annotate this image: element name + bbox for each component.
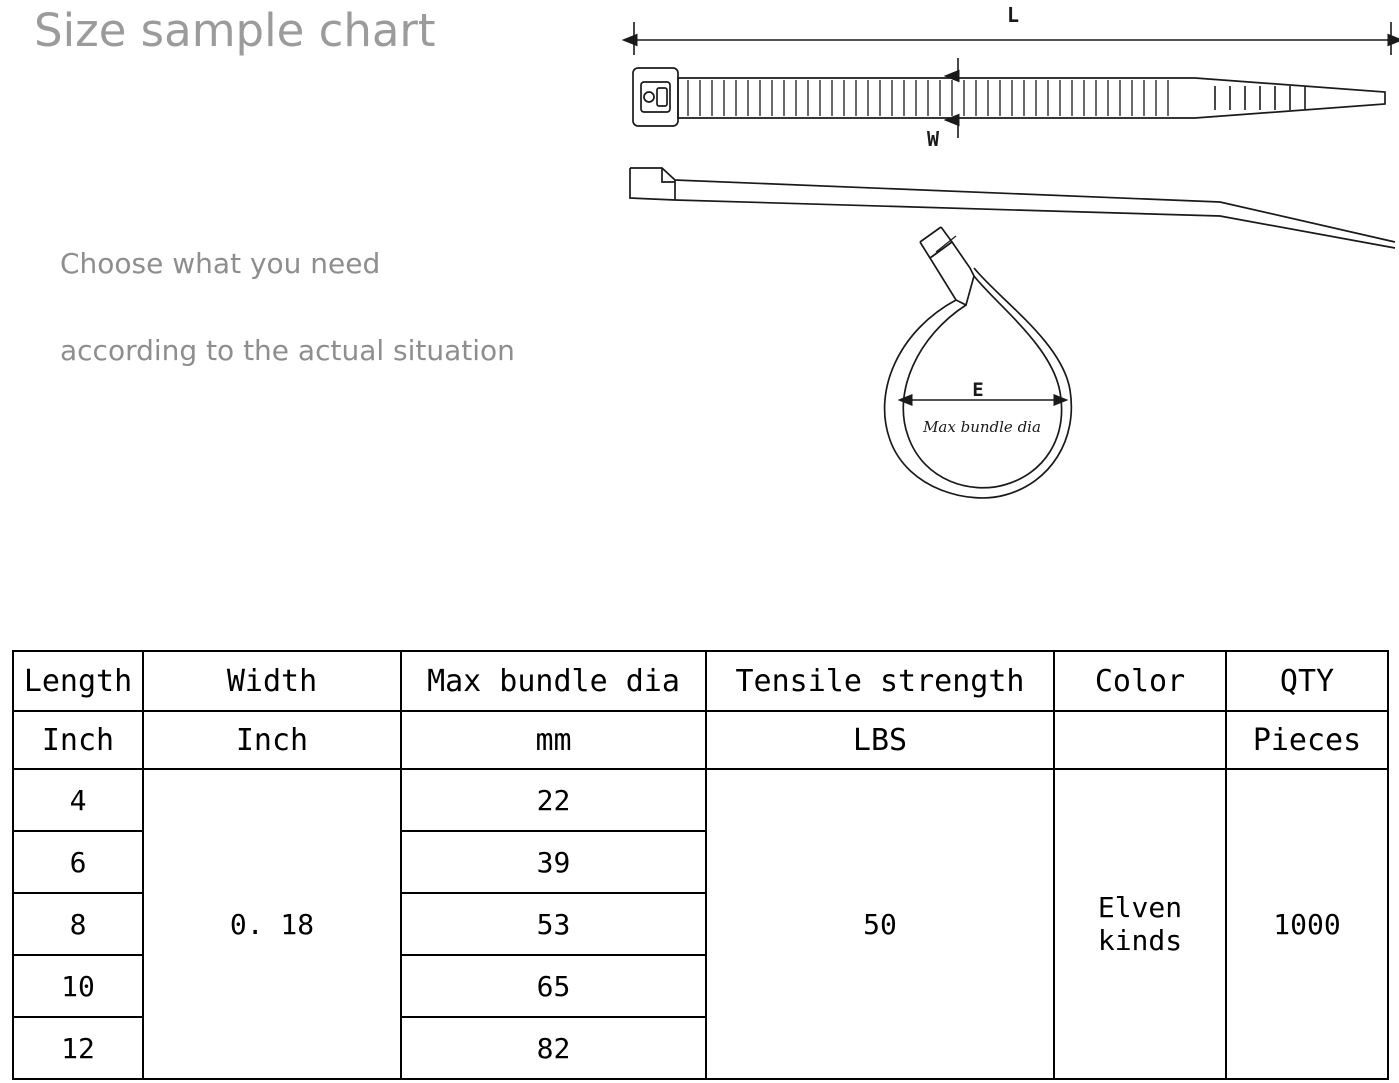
cable-tie-straight — [633, 68, 1385, 126]
unit-dia: mm — [401, 711, 706, 769]
cell-dia: 22 — [401, 769, 706, 831]
cell-length: 8 — [13, 893, 143, 955]
table-unit-row — [13, 711, 1388, 769]
cable-tie-loop — [885, 227, 1072, 498]
cell-dia: 82 — [401, 1017, 706, 1079]
header-max-bundle-dia: Max bundle dia — [401, 651, 706, 711]
bundle-label: E — [972, 379, 984, 401]
header-qty: QTY — [1226, 651, 1388, 711]
cable-tie-diagram — [600, 0, 1399, 540]
subtitle-line-2: according to the actual situation — [60, 334, 515, 367]
unit-length: Inch — [13, 711, 143, 769]
cell-dia: 53 — [401, 893, 706, 955]
unit-width: Inch — [143, 711, 401, 769]
table-row — [13, 769, 1388, 831]
cell-tensile-value: 50 — [706, 769, 1054, 1079]
cell-dia: 65 — [401, 955, 706, 1017]
width-label: W — [926, 127, 940, 151]
unit-tensile: LBS — [706, 711, 1054, 769]
page-title: Size sample chart — [34, 4, 436, 57]
cable-tie-svg — [600, 0, 1399, 540]
cell-color-value: Elven kinds — [1054, 769, 1226, 1079]
unit-qty: Pieces — [1226, 711, 1388, 769]
table-header-row — [13, 651, 1388, 711]
length-dimension — [634, 3, 1391, 55]
header-tensile-strength: Tensile strength — [706, 651, 1054, 711]
cell-qty-value: 1000 — [1226, 769, 1388, 1079]
bundle-caption: Max bundle dia — [923, 418, 1041, 436]
cable-tie-bent — [630, 168, 1395, 248]
header-width: Width — [143, 651, 401, 711]
unit-color — [1054, 711, 1226, 769]
width-dimension — [927, 58, 958, 151]
size-table — [12, 650, 1389, 1080]
length-label: L — [1006, 3, 1020, 27]
bundle-dimension — [911, 379, 1055, 436]
cell-width-value: 0. 18 — [143, 769, 401, 1079]
header-color: Color — [1054, 651, 1226, 711]
cell-length: 10 — [13, 955, 143, 1017]
header-length: Length — [13, 651, 143, 711]
cell-length: 4 — [13, 769, 143, 831]
cell-dia: 39 — [401, 831, 706, 893]
cell-length: 12 — [13, 1017, 143, 1079]
cell-length: 6 — [13, 831, 143, 893]
subtitle-line-1: Choose what you need — [60, 247, 381, 280]
